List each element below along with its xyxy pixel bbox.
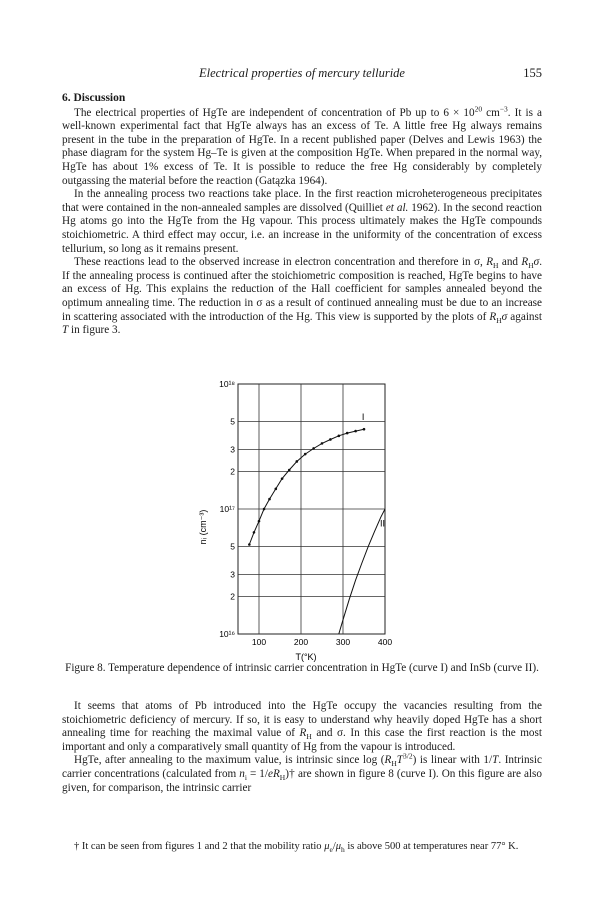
symbol: μ [335, 841, 342, 852]
series-I-point [248, 543, 251, 546]
x-tick-label: 300 [335, 637, 351, 647]
series-I-point [268, 498, 271, 501]
superscript: 20 [474, 103, 483, 113]
series-I-point [312, 447, 315, 450]
curve-label-II: II [379, 518, 385, 529]
y-tick-label: 5 [230, 416, 235, 427]
series-I-point [338, 435, 341, 438]
page-number: 155 [523, 66, 542, 80]
symbol: R [489, 310, 497, 323]
text: = 1/ [246, 767, 268, 780]
subscript: H [391, 759, 397, 769]
paragraph-2 [62, 188, 542, 256]
symbol: R [521, 256, 529, 269]
chart-grid [238, 384, 385, 634]
y-tick-label: 10¹⁶ [219, 629, 235, 639]
y-tick-label: 3 [230, 444, 235, 455]
text: )† are shown in figure 8 (curve I). On this figure are also given, for comparison, the intrinsic carrier [62, 767, 542, 794]
section-heading: 6. Discussion [62, 92, 126, 104]
paragraph-5 [62, 751, 542, 795]
text: These reactions lead to the observed increase in electron concentration and therefore in σ, [74, 256, 487, 269]
series-I-point [258, 520, 261, 523]
symbol: σ [501, 310, 508, 323]
subscript: H [493, 261, 499, 271]
superscript: 3/2 [403, 751, 413, 761]
y-tick-label: 10¹⁷ [219, 504, 235, 514]
text: The electrical properties of HgTe are independent of concentration of Pb up to 6 × 10 [74, 106, 475, 119]
series-I-point [304, 453, 307, 456]
y-axis-label: nᵢ (cm⁻³) [198, 509, 208, 545]
subscript: H [279, 773, 286, 783]
y-tick-label: 2 [230, 466, 235, 477]
series-I-point [329, 438, 332, 441]
series-I-point [346, 432, 349, 435]
running-title: Electrical properties of mercury telluride [199, 66, 405, 80]
symbol: R [299, 727, 307, 740]
subscript: H [528, 261, 534, 271]
symbol: R [486, 256, 494, 269]
symbol: σ [533, 256, 540, 269]
figure-caption: Figure 8. Temperature dependence of intrinsic carrier concentration in HgTe (curve I) and InSb (curve II). [65, 662, 539, 674]
text: In the annealing process two reactions take place. In the first reaction microheterogeneous precipitates that were contained in the non-annealed samples are dissolved (Quilliet [62, 188, 542, 214]
text: and σ. In this case the first reaction is the most important and only a comparatively small quantity of Hg from the vapour is introduced. [62, 727, 542, 753]
text: / [332, 841, 336, 852]
subscript: e [329, 845, 333, 855]
series-II-curve [339, 509, 385, 634]
symbol: eR [267, 767, 280, 780]
symbol: μ [324, 841, 330, 852]
text: † It can be seen from figures 1 and 2 that the mobility ratio [74, 841, 325, 852]
series-I-point [275, 488, 278, 491]
text: in figure 3. [68, 324, 121, 337]
subscript: i [244, 773, 247, 783]
subscript: H [306, 732, 312, 742]
paragraph-3 [62, 256, 542, 338]
x-tick-label: 100 [251, 637, 267, 647]
text: HgTe, after annealing to the maximum value, is intrinsic since log ( [74, 754, 385, 767]
paragraph-4 [62, 700, 542, 754]
x-tick-label: 400 [377, 637, 393, 647]
text: ) is linear with 1/ [412, 754, 493, 767]
curve-label-I: I [361, 411, 365, 422]
continued-text [62, 700, 542, 795]
x-tick-label: 200 [293, 637, 309, 647]
subscript: h [341, 845, 345, 855]
series-I-curve [249, 429, 364, 544]
text: against [507, 310, 542, 323]
footnote [62, 840, 542, 853]
discussion-section [62, 92, 542, 338]
paragraph-1 [62, 103, 542, 189]
text: and [498, 256, 522, 269]
series-I-point [321, 442, 324, 445]
series-I-point [354, 430, 357, 433]
chart-series [248, 412, 385, 634]
symbol: T [62, 324, 69, 337]
series-I-point [288, 469, 291, 472]
x-axis-label: T(°K) [295, 652, 317, 662]
y-tick-label: 3 [230, 569, 235, 580]
series-I-point [281, 477, 284, 480]
symbol: T [396, 754, 404, 767]
text: cm [482, 106, 500, 119]
text: . Intrinsic carrier concentrations (calculated from [62, 754, 542, 780]
text: 1962). In the second reaction Hg atoms go into the HgTe from the Hg vapour. This process ultimately makes the HgTe compounds stoichiometric. A third effect may occur, i.e. an increase in the uniformity of the concentration of excess tellurium, so long as it remains present. [62, 201, 543, 255]
subscript: H [496, 315, 502, 325]
series-I-point [296, 460, 299, 463]
y-tick-label: 2 [230, 591, 235, 602]
y-tick-label: 10¹⁸ [219, 379, 235, 389]
plot-frame [238, 384, 385, 634]
text: . It is a well-known experimental fact that HgTe always has an excess of Te. A little free Hg always remains present in the tube in the preparation of HgTe. In a recent published paper (Delves and Lewis 1963) the phase diagram for the system Hg–Te is given at the composition HgTe. When prepared in the normal way, HgTe has about 1% excess of Te. It is possible to reduce the free Hg considerably by completely outgassing the material before the reaction (Gatązka 1964). [62, 106, 542, 187]
text: is above 500 at temperatures near 77° K. [344, 841, 519, 852]
series-I-point [263, 508, 266, 511]
page-header [62, 66, 542, 84]
y-tick-label: 5 [230, 541, 235, 552]
symbol: n [239, 767, 245, 780]
text: It seems that atoms of Pb introduced into the HgTe occupy the vacancies resulting from the stoichiometric deficiency of mercury. If so, it is easy to understand why heavily doped HgTe has a short annealing time for reaching the maximal value of [62, 700, 542, 740]
series-I-point [363, 428, 366, 431]
series-I-point [253, 531, 256, 534]
text-italic: et al. [385, 201, 409, 214]
symbol: R [384, 754, 392, 767]
symbol: T [492, 754, 499, 767]
text: . If the annealing process is continued after the stoichiometric composition is reached, HgTe begins to have an excess of Hg. This explains the reduction of the Hall coefficient for samples annealed beyond the optimum annealing time. The reduction in σ as a result of continued annealing must be due to an increase in scattering associated with the introduction of the Hg. This view is supported by the plots of [62, 256, 542, 323]
superscript: −3 [499, 103, 508, 113]
chart-tick-labels [219, 379, 392, 647]
